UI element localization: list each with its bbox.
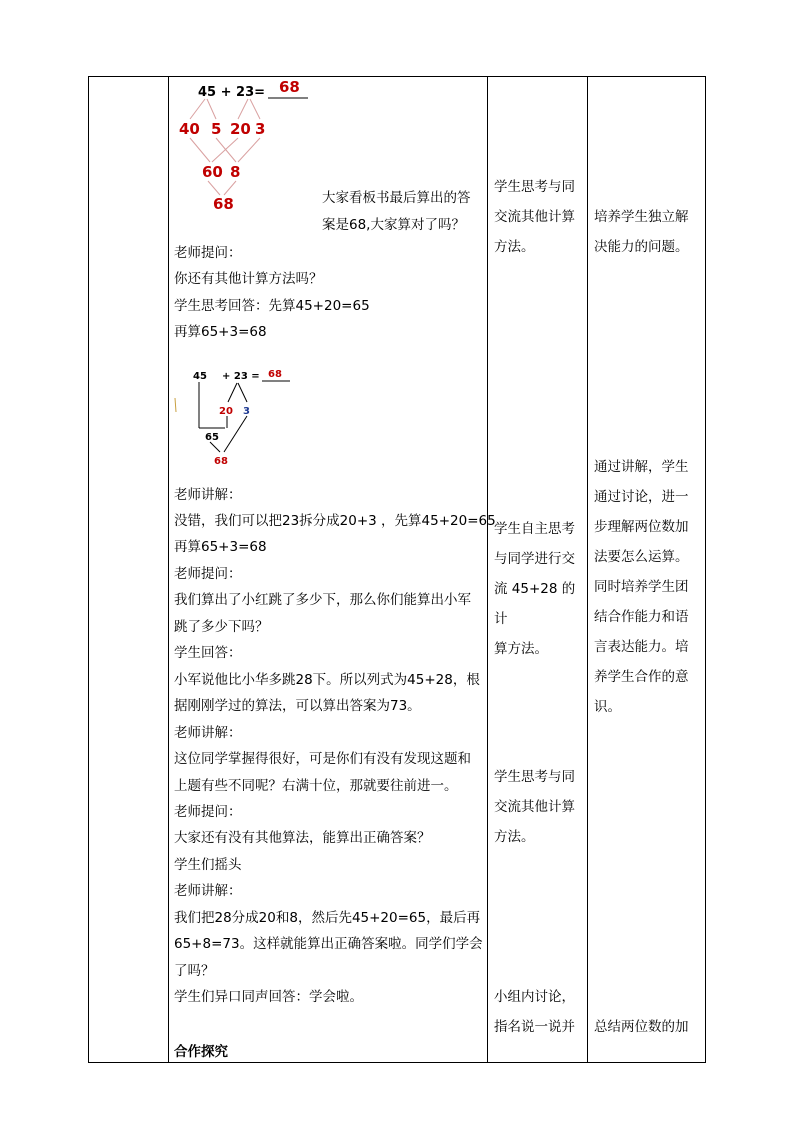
text-line: 养学生合作的意 xyxy=(594,669,689,685)
text-line: 学生回答： xyxy=(174,645,242,661)
text-line: 总结两位数的加 xyxy=(594,1019,689,1035)
activity-block-4 xyxy=(494,982,584,1042)
section-title: 合作探究 xyxy=(174,1044,228,1060)
text-line: 交流其他计算 xyxy=(494,209,575,225)
intent-block-2 xyxy=(594,452,704,722)
activity-block-1 xyxy=(494,172,584,262)
text-line: 培养学生独立解 xyxy=(594,209,689,225)
text-line: 没错，我们可以把23拆分成20+3 ，先算45+20=65 xyxy=(174,513,496,529)
text-line: 指名说一说并 xyxy=(494,1019,575,1035)
text-line: 法要怎么运算。 xyxy=(594,549,689,565)
activity-block-2 xyxy=(494,514,584,664)
text-line: 通过讨论，进一 xyxy=(594,489,689,505)
text-line: 学生思考与同 xyxy=(494,179,575,195)
text-line: 据刚刚学过的算法，可以算出答案为73。 xyxy=(174,698,421,714)
diagram2-split-3: 3 xyxy=(243,406,250,417)
diagram1-split-40: 40 xyxy=(179,120,200,138)
text-line: 老师提问： xyxy=(174,804,242,820)
text-line: 老师提问： xyxy=(174,566,242,582)
diagram1-split-20: 20 xyxy=(230,120,251,138)
text-line: 步理解两位数加 xyxy=(594,519,689,535)
text-line: 再算65+3=68 xyxy=(174,539,267,555)
text-line: 小组内讨论， xyxy=(494,989,575,1005)
text-line: 学生思考与同 xyxy=(494,769,575,785)
text-line: 再算65+3=68 xyxy=(174,324,267,340)
text-line: 通过讲解，学生 xyxy=(594,459,689,475)
text-line: 识。 xyxy=(594,699,621,715)
diagram1-mid-8: 8 xyxy=(230,163,241,181)
diagram1-mid-60: 60 xyxy=(202,163,223,181)
text-line: 我们把28分成20和8，然后先45+20=65，最后再 xyxy=(174,910,481,926)
text-line: 老师讲解： xyxy=(174,725,242,741)
intent-block-1 xyxy=(594,202,704,262)
text-line: 交流其他计算 xyxy=(494,799,575,815)
text-line: 学生自主思考 xyxy=(494,521,575,537)
text-line: 同时培养学生团 xyxy=(594,579,689,595)
text-line: 老师讲解： xyxy=(174,487,242,503)
text-line: 与同学进行交 xyxy=(494,551,575,567)
text-line: 我们算出了小红跳了多少下，那么你们能算出小军 xyxy=(174,592,471,608)
text-line: 方法。 xyxy=(494,239,535,255)
note-line: 大家看板书最后算出的答 xyxy=(322,190,471,206)
text-line: 65+8=73。这样就能算出正确答案啦。同学们学会 xyxy=(174,936,483,952)
diagram2-total: 68 xyxy=(214,456,228,467)
text-line: 老师讲解： xyxy=(174,883,242,899)
activity-block-3 xyxy=(494,762,584,852)
text-line: 决能力的问题。 xyxy=(594,239,689,255)
text-line: 学生们异口同声回答：学会啦。 xyxy=(174,989,363,1005)
diagram2-split-20: 20 xyxy=(219,406,233,417)
text-line: 学生思考回答：先算45+20=65 xyxy=(174,298,370,314)
diagram1-total: 68 xyxy=(213,195,234,213)
text-line: 跳了多少下吗？ xyxy=(174,619,269,635)
text-line: 方法。 xyxy=(494,829,535,845)
text-line: 老师提问： xyxy=(174,245,242,261)
diagram1-expression: 45 + 23= xyxy=(198,85,266,100)
diagram1-answer: 68 xyxy=(279,78,300,96)
text-line: 结合作能力和语 xyxy=(594,609,689,625)
text-line: 言表达能力。培 xyxy=(594,639,689,655)
text-line: 学生们摇头 xyxy=(174,857,242,873)
intent-block-3 xyxy=(594,1012,704,1042)
text-line: 大家还有没有其他算法，能算出正确答案？ xyxy=(174,830,431,846)
diagram1-split-3: 3 xyxy=(255,120,266,138)
diagram2-a: 45 xyxy=(193,371,207,382)
diagram2-partial: 65 xyxy=(205,432,219,443)
diagram2-answer: 68 xyxy=(268,369,282,380)
text-line: 上题有些不同呢？右满十位，那就要往前进一。 xyxy=(174,778,458,794)
text-line: 流 45+28 的计 xyxy=(494,581,576,627)
text-line: 算方法。 xyxy=(494,641,548,657)
text-line: 小军说他比小华多跳28下。所以列式为45+28，根 xyxy=(174,672,480,688)
diagram1-split-5: 5 xyxy=(211,120,222,138)
text-line: 这位同学掌握得很好，可是你们有没有发现这题和 xyxy=(174,751,471,767)
text-line: 了吗？ xyxy=(174,963,215,979)
diagram2-op: + 23 = xyxy=(222,371,260,382)
note-line: 案是68,大家算对了吗？ xyxy=(322,217,465,233)
text-line: 你还有其他计算方法吗？ xyxy=(174,271,323,287)
